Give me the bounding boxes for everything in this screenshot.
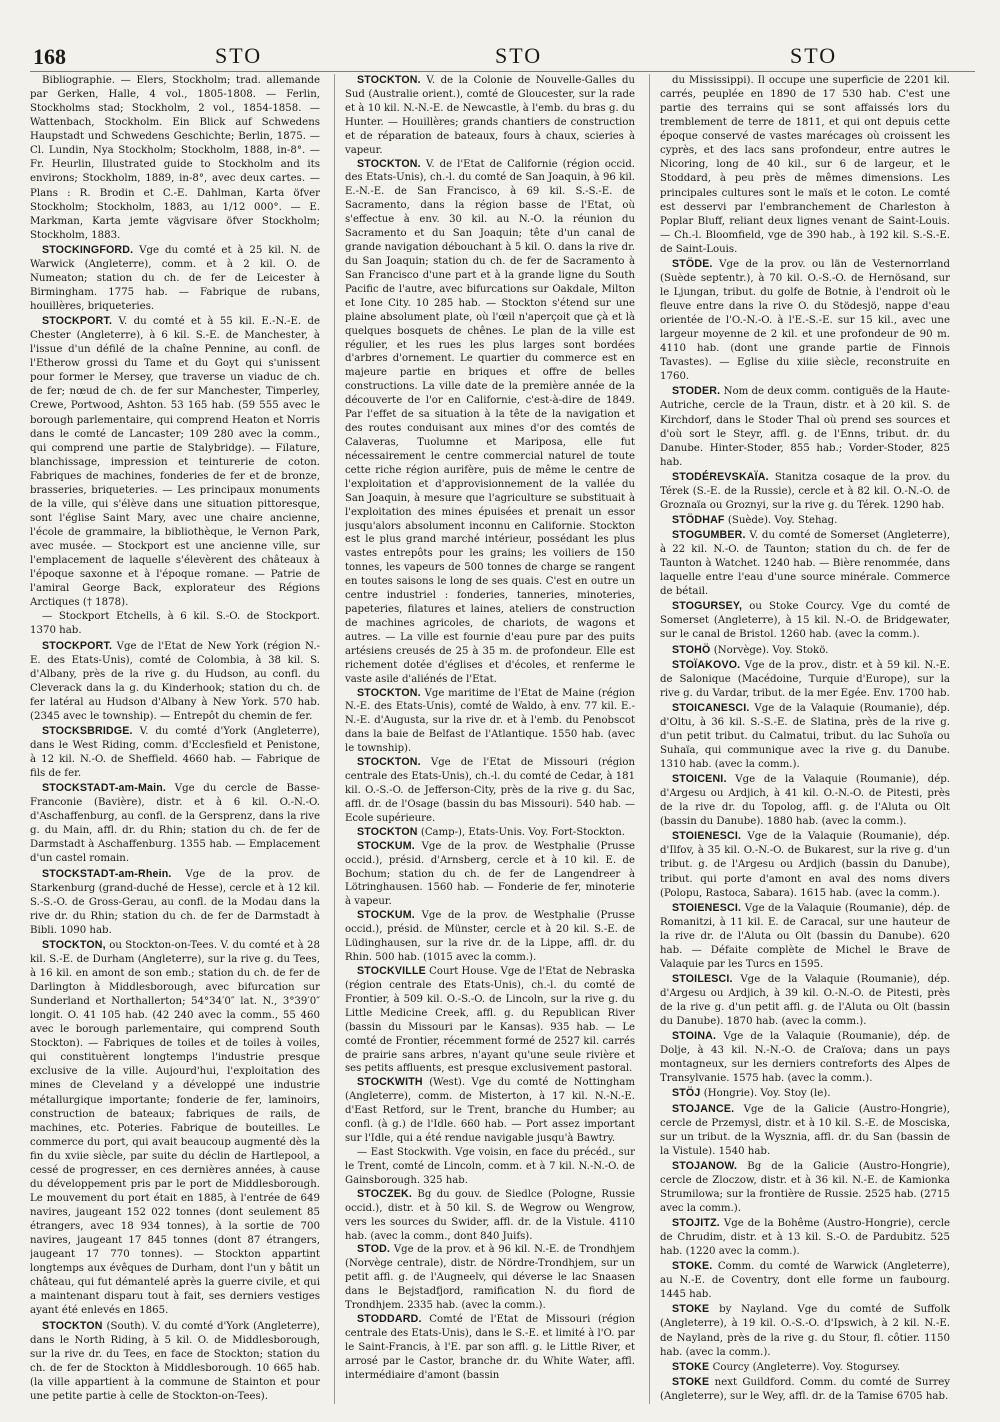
dictionary-entry [30, 74, 320, 243]
entry-headword: STOCKWITH [357, 1076, 423, 1089]
entry-headword: STOJANOW. [672, 1159, 738, 1172]
dictionary-entry [660, 384, 950, 469]
entry-text: Comté de l'Etat de Missouri (région centrale des Etats-Unis), dans le S.-E. et limité à l'O. par le Saint-Francis, à l'E. par son affl. g. le Little River, et arrosé par le Castor, branche dr. du White Water, affl. intermédiaire d'amont (bassin [345, 1314, 635, 1381]
dictionary-entry [345, 1243, 635, 1313]
entry-text: — Stockport Etchells, à 6 kil. S.-O. de Stockport. 1370 hab. [30, 611, 320, 637]
dictionary-entry [345, 158, 635, 687]
entry-headword: STOKE [672, 1375, 710, 1388]
running-head-center: STO [495, 43, 543, 68]
entry-text: Vge de la prov., distr. et à 59 kil. N.-E. de Salonique (Macédoine, Turquie d'Europe), sur la rive g. du Vardar, tribut. de la mer Egée. Env. 1700 hab. [660, 659, 950, 699]
dictionary-entry [660, 701, 950, 772]
entry-text: Vge de la Valaquie (Roumanie), dép. de Dolje, à 43 kil. N.-N.-O. de Craïova; dans un pays montagneux, sur les derniers contreforts des Alpes de Transylvanie. 1575 hab. (avec la comm.). [660, 1031, 950, 1085]
running-head-left: STO [215, 43, 263, 68]
entry-headword: STOCKTON. [357, 756, 421, 769]
entry-headword: STOCKTON [42, 1319, 103, 1332]
entry-text: Nom de deux comm. contiguës de la Haute-Autriche, cercle de la Traun, distr. et à 20 kil. S. de Kirchdorf, dans le Stoder Thal où prend ses sources et d'où sort le Steyr, affl. g. de l'Enns, tribut. dr. du Danube. Hinter-Stoder, 855 hab.; Vorder-Stoder, 825 hab. [660, 386, 950, 468]
entry-text: (Suède). Voy. Stehag. [727, 514, 838, 526]
entry-headword: STÖDHAF [672, 513, 725, 526]
entry-text: Vge de l'Etat de New York (région N.-E. des Etats-Unis), comté de Colombia, à 38 kil. S. d'Albany, près de la rive g. du Hudson, au confl. du Cleverack dans la g. du Kinderhook; station du ch. de fer latéral au Hudson d'Albany à New York. 570 hab. (2345 avec le township). — Entrepôt du chemin de fer. [30, 640, 320, 722]
dictionary-entry [660, 74, 950, 257]
entry-headword: STOCKTON, [42, 938, 106, 951]
entry-text: Comm. du comté de Warwick (Angleterre), au N.-E. de Coventry, dont elle forme un faubourg. 1445 hab. [660, 1261, 950, 1301]
entry-headword: STOCKPORT. [42, 315, 113, 328]
dictionary-entry [345, 909, 635, 965]
entry-text: Stanitza cosaque de la prov. du Térek (S.-E. de la Russie), cercle et à 82 kil. O.-N.-O. de Groznaïa ou Groznyi, sur la rive g. du Térek. 1290 hab. [660, 471, 950, 511]
dictionary-entry [660, 1102, 950, 1159]
dictionary-entry [660, 513, 950, 528]
column-right [660, 74, 950, 1404]
dictionary-entry [660, 1259, 950, 1302]
page-number: 168 [33, 44, 66, 69]
entry-headword: STOCKPORT. [42, 639, 113, 652]
dictionary-entry [660, 643, 950, 658]
entry-headword: STÖJ [672, 1087, 701, 1100]
entry-headword: STOCKSBRIDGE. [42, 724, 133, 737]
dictionary-entry [30, 314, 320, 610]
dictionary-entry [660, 528, 950, 599]
dictionary-entry [345, 687, 635, 757]
entry-text: (Camp-), Etats-Unis. Voy. Fort-Stockton. [420, 826, 625, 838]
entry-text: Vge de la Bohême (Austro-Hongrie), cercle de Chrudim, distr. et à 13 kil. S.-O. de Pardubitz. 525 hab. (1220 avec la comm.). [660, 1218, 950, 1258]
entry-headword: STOCKSTADT-am-Rhein. [42, 867, 172, 880]
entry-headword: STOCKUM. [357, 909, 415, 922]
entry-headword: STOCKTON. [357, 157, 421, 170]
entry-headword: STOCKSTADT-am-Main. [42, 782, 167, 795]
entry-headword: STOHÖ [672, 643, 711, 656]
dictionary-entry [660, 1029, 950, 1086]
entry-text: next Guildford. Comm. du comté de Surrey (Angleterre), sur le Wey, affl. dr. de la Tamise 6705 hab. [660, 1376, 950, 1402]
entry-text: V. du comté d'York (Angleterre), dans le West Riding, comm. d'Ecclesfield et Penistone, à 12 kil. N.-O. de Sheffield. 4660 hab. — Fabrique de fils de fer. [30, 725, 320, 780]
entry-headword: STOCKTON. [357, 74, 421, 86]
entry-text: Vge de la Valaquie (Roumanie), dép. d'Ilfov, à 35 kil. O.-N.-O. de Bukarest, sur la rive g. d'un tribut. g. de l'Argesu ou Ardjich (bassin du Danube), tribut. qui porte d'amont en aval des noms divers (Polopu, Rastoca, Sabara). 1615 hab. (avec la comm.). [660, 831, 950, 899]
dictionary-entry [30, 639, 320, 724]
entry-text: Courcy (Angleterre). Voy. Stogursey. [712, 1361, 901, 1373]
entry-headword: STODÉREVSKAÏA. [672, 470, 769, 483]
dictionary-entry [660, 658, 950, 701]
entry-headword: STODER. [672, 385, 721, 398]
entry-text: Vge de la prov. et à 96 kil. N.-E. de Trondhjem (Norvège centrale), distr. de Nördre-Trondhjem, sur un petit affl. g. de l'Augneelv, qui déverse le lac Snaasen dans le Bejstadfjord, ramification N. du fiord de Trondhjem. 2335 hab. (avec la comm.). [345, 1244, 635, 1312]
entry-text: (Hongrie). Voy. Stoy (le). [703, 1088, 831, 1100]
header-rule [30, 71, 975, 72]
entry-headword: STOICENI. [672, 773, 727, 786]
entry-headword: STOILESCI. [672, 972, 733, 985]
entry-text: V. du comté de Somerset (Angleterre), à 22 kil. N.-O. de Taunton; station du ch. de fer de Taunton à Watchet. 1240 hab. — Bière renommée, dans laquelle entre l'eau d'une source minérale. Commerce de bétail. [660, 530, 950, 598]
entry-text: (Norvège). Voy. Stokö. [713, 644, 829, 656]
entry-text: ou Stoke Courcy. Vge du comté de Somerset (Angleterre), à 15 kil. N.-O. de Bridgewater, sur le canal de Bristol. 1260 hab. (avec la comm.). [660, 601, 950, 641]
entry-text: Bibliographie. — Elers, Stockholm; trad. allemande par Gerken, Halle, 4 vol., 1805-1808. — Ferlin, Stockholms stad; Stockholm, 2 vol., 1854-1858. — Wattenbach, Stockholm. Ein Blick auf Schwedens Haupstadt und Schwedens Geschichte; Berlin, 1875. — Cl. Lundin, Nya Stockholm; Stockholm, 1888, in-8°. — Fr. Heurlin, Illustrated guide to Stockholm and its environs; Stockholm, 1889, in-8°, avec deux cartes. — Plans : R. Brodin et C.-E. Dahlman, Karta öfver Stockholm; Stockholm, 1883, au 1/12 000°. — E. Markman, Karta jemte vägvisare öfver Stockholm; Stockholm, 1883. [30, 75, 320, 241]
dictionary-entry [345, 1313, 635, 1383]
entry-text: Vge maritime de l'Etat de Maine (région N.-E. des Etats-Unis), comté de Waldo, à env. 77 kil. E.-N.-E. d'Augusta, sur la rive dr. et à l'emb. du Penobscot dans la baie de Belfast de l'Atlantique. 1550 hab. (avec le township). [345, 687, 635, 755]
dictionary-entry [345, 1076, 635, 1146]
entry-headword: STOCKTON [357, 825, 418, 838]
entry-headword: STOCKVILLE [357, 965, 426, 977]
entry-headword: STOICANESCI. [672, 701, 750, 714]
entry-headword: STOJANCE. [672, 1102, 735, 1115]
entry-headword: STOD. [357, 1243, 391, 1256]
page-header [30, 38, 975, 74]
entry-headword: STOJITZ. [672, 1217, 720, 1229]
entry-headword: STOCKTON. [357, 686, 421, 699]
entry-text: Vge de la Galicie (Austro-Hongrie), cercle de Przemysl, distr. et à 10 kil. S.-E. de Mosciska, sur un tribut. de la Wysznia, affl. dr. du San (bassin de la Vistule). 1540 hab. [660, 1103, 950, 1157]
running-head-right: STO [790, 43, 838, 68]
dictionary-entry [30, 724, 320, 781]
entry-headword: STOIENESCI. [672, 830, 742, 843]
entry-text: (West). Vge du comté de Nottingham (Angleterre), comm. de Misterton, à 17 kil. N.-N.-E. d'East Retford, sur le Trent, branche du Humber; au confl. (à g.) de l'Idle. 660 hab. — Port assez important sur l'Idle, qui a été rendue navigable jusqu'à Bawtry. [345, 1077, 635, 1145]
dictionary-entry [30, 243, 320, 314]
dictionary-entry [30, 867, 320, 938]
dictionary-entry [660, 470, 950, 513]
entry-text: Vge de la Valaquie (Roumanie), dép. d'Oltu, à 36 kil. S.-S.-E. de Slatina, près de la rive g. d'un petit tribut. du Calmatui, tribut. du lac Suhoïa ou Suhaïa, qui communique avec la rive g. du Danube. 1310 hab. (avec la comm.). [660, 702, 950, 770]
entry-text: V. du comté et à 55 kil. E.-N.-E. de Chester (Angleterre), à 6 kil. S.-E. de Manchester, à l'issue d'un défilé de la chaîne Pennine, au confl. de l'Etherow grossi du Tame et du Goyt qui s'unissent pour former le Mersey, que traverse un viaduc de ch. de fer; nœud de ch. de fer sur Manchester, Timperley, Crewe, Portwood, Ashton. 53 165 hab. (59 555 avec le borough parlementaire, qui comprend Heaton et Norris dans le comté de Lancaster; 109 280 avec la comm., qui comprend une partie de Stalybridge). — Filature, blanchissage, impression et teinturerie de coton. Fabriques de machines, fonderies de fer et de bronze, brasseries, briqueteries. — Les principaux monuments de la ville, qui s'élève dans une situation pittoresque, sont l'église Saint Mary, avec une chaire ancienne, l'école de grammaire, la bibliothèque, le Vernon Park, avec musée. — Stockport est une ancienne ville, sur l'emplacement de laquelle s'élevèrent des châteaux à l'époque saxonne et à l'époque romane. — Patrie de l'amiral George Back, explorateur des Régions Arctiques († 1878). [30, 316, 320, 609]
entry-headword: STOCKINGFORD. [42, 243, 134, 256]
dictionary-entry [660, 1216, 950, 1259]
dictionary-entry [345, 74, 635, 158]
entry-headword: STOÏAKOVO. [672, 658, 741, 671]
entry-text: Vge de l'Etat de Missouri (région centrale des Etats-Unis), ch.-l. du comté de Cedar, à 181 kil. O.-S.-O. de Jefferson-City, près de la rive g. du Sac, affl. dr. de l'Osage (bassin du bas Missouri). 540 hab. — Ecole supérieure. [345, 757, 635, 824]
entry-text: — East Stockwith. Vge voisin, en face du précéd., sur le Trent, comté de Lincoln, comm. et à 7 kil. N.-N.-O. de Gainsborough. 325 hab. [345, 1146, 635, 1186]
dictionary-entry [660, 257, 950, 385]
dictionary-entry [660, 901, 950, 972]
dictionary-entry [660, 1302, 950, 1359]
dictionary-entry [660, 1360, 950, 1375]
entry-text: ou Stockton-on-Tees. V. du comté et à 28 kil. S.-E. de Durham (Angleterre), sur la rive g. du Tees, à 16 kil. en amont de son emb.; station du ch. de fer de Darlington à Middlesborough, avec bifurcation sur Sunderland et Northallerton; 54°34′0″ lat. N., 3°39′0″ longit. O. 41 105 hab. (42 240 avec la comm., 55 460 avec le borough parlementaire, qui comprend South Stockton). — Fabriques de toiles et de toiles à voiles, qui constituèrent longtemps l'industrie presque exclusive de la ville. Aujourd'hui, l'exploitation des mines de Cleveland y a développé une industrie métallurgique importante; fonderie de fer, laminoirs, construction de bateaux; fabriques de rails, de machines, etc. Poteries. Fabrique de bouteilles. Le commerce du port, qui avait beaucoup augmenté dès la fin du xviie siècle, par suite du déclin de Hartlepool, a cessé de progresser, en ces dernières années, à cause du développement pris par le port de Middlesborough. Le mouvement du port était en 1885, à l'entrée de 649 navires, jaugeant 152 022 tonnes (dont seulement 85 étrangers, avec 18 934 tonnes), à la sortie de 700 navires, jaugeant 17 845 tonnes (dont 87 étrangers, jaugeant 17 770 tonnes). — Stockton appartint longtemps aux évêques de Durham, dont l'un y bâtit un château, qui fut démantelé après la guerre civile, et qui a maintenant disparu tout à fait, ses derniers vestiges ayant été enlevés en 1865. [30, 939, 320, 1317]
entry-text: Vge de la Valaquie (Roumanie), dép. d'Argesu ou Ardjich, à 41 kil. O.-N.-O. de Pitesti, près de la rive dr. du Topolog, affl. g. de l'Aluta ou Olt (bassin du Danube). 1880 hab. (avec la comm.). [660, 774, 950, 828]
column-middle [345, 74, 635, 1404]
dictionary-entry [345, 1146, 635, 1188]
entry-headword: STODDARD. [357, 1313, 422, 1326]
dictionary-entry [660, 1086, 950, 1101]
dictionary-entry [660, 599, 950, 642]
entry-text: Vge de la prov. ou län de Vesternorrland (Suède septentr.), à 70 kil. O.-S.-O. de Hernösand, sur le Ljungan, tribut. du golfe de Botnie, à l'endroit où le fleuve entre dans la rive O. du Stödesjö, nappe d'eau orientée de l'O.-N.-O. à l'E.-S.-E. sur 15 kil., avec une largeur moyenne de 2 kil. et une profondeur de 90 m. 4110 hab. (dont une grande partie de Finnois Tavastes). — Eglise du xiiie siècle, reconstruite en 1760. [660, 258, 950, 383]
dictionary-entry [345, 756, 635, 826]
entry-text: by Nayland. Vge du comté de Suffolk (Angleterre), à 19 kil. O.-S.-O. d'Ipswich, à 2 kil. N.-E. de Nayland, près de la rive g. du Stour, fl. côtier. 1150 hab. (avec la comm.). [660, 1304, 950, 1358]
dictionary-entry [660, 1159, 950, 1216]
entry-headword: STOKE [672, 1303, 710, 1316]
entry-headword: STOCZEK. [357, 1187, 412, 1200]
entry-text: Vge du comté et à 25 kil. N. de Warwick (Angleterre), comm. et à 2 kil. O. de Numeaton; station du ch. de fer de Leicester à Birmingham. 1775 hab. — Fabrique de rubans, houillères, briqueteries. [30, 244, 320, 312]
entry-headword: STOGUMBER. [672, 529, 746, 541]
entry-text: Vge de la prov. de Westphalie (Prusse occid.), présid. de Münster, cercle et à 20 kil. S.-E. de Lüdinghausen, sur la rive dr. de la Lippe, affl. dr. du Rhin. 500 hab. (1015 avec la comm.). [345, 910, 635, 964]
entry-headword: STOKE. [672, 1260, 713, 1273]
entry-text: Bg de la Galicie (Austro-Hongrie), cercle de Zloczow, distr. et à 36 kil. N.-E. de Kamionka Strumilowa; sur la frontière de Russie. 2525 hab. (2715 avec la comm.). [660, 1160, 950, 1214]
entry-text: V. de la Colonie de Nouvelle-Galles du Sud (Australie orient.), comté de Gloucester, sur la rade et à 10 kil. N.-N.-E. de Newcastle, à l'emb. du bras g. du Hunter. — Houillères; grands chantiers de construction et de réparation de bateaux, fours à chaux, scieries à vapeur. [345, 75, 635, 156]
entry-text: Vge de la Valaquie (Roumanie), dép. de Romanitzi, à 11 kil. E. de Caracal, sur une hauteur de la rive dr. de l'Aluta ou Olt (bassin du Danube). 620 hab. — Défaite complète de Michel le Brave de Valaquie par les Turcs en 1595. [660, 902, 950, 970]
entry-text: Vge de la prov. de Westphalie (Prusse occid.), présid. d'Arnsberg, cercle et à 10 kil. E. de Bochum; station du ch. de fer de Langendreer à Lötringhausen. 1560 hab. — Fonderie de fer, minoterie à vapeur. [345, 840, 635, 908]
entry-text: Vge de la prov. de Starkenburg (grand-duché de Hesse), cercle et à 12 kil. S.-S.-O. de Gross-Gerau, au confl. de la Modau dans la rive dr. du Rhin; station du ch. de fer de Darmstadt à Bibli. 1090 hab. [30, 868, 320, 936]
entry-text: Court House. Vge de l'Etat de Nebraska (région centrale des Etats-Unis), ch.-l. du comté de Frontier, à 509 kil. O.-S.-O. de Lincoln, sur la rive g. du Little Medicine Creek, affl. g. du Republican River (bassin du Missouri par le Kansas). 935 hab. — Le comté de Frontier, récemment formé de 2527 kil. carrés de prairie sans arbres, n'ayant qu'une seule rivière et ses petits affluents, est presque exclusivement pastoral. [345, 966, 635, 1075]
dictionary-entry [30, 1319, 320, 1404]
dictionary-entry [345, 840, 635, 910]
column-left [30, 74, 320, 1404]
dictionary-entry [660, 829, 950, 900]
dictionary-entry [660, 772, 950, 829]
entry-headword: STOGURSEY, [672, 600, 743, 613]
entry-headword: STOCKUM. [357, 839, 415, 852]
entry-text: V. de l'Etat de Californie (région occid. des Etats-Unis), ch.-l. du comté de San Joaquin, à 96 kil. E.-N.-E. de San Francisco, à 69 kil. S.-S.-E. de Sacramento, dans la région basse de l'Etat, où s'effectue à env. 30 kil. au N.-O. la réunion du Sacramento et du San Joaquin; tête d'un canal de grande navigation débouchant à 5 kil. O. dans la rive dr. du San Joaquin; station du ch. de fer de Sacramento à San Francisco d'une part et à la grande ligne du South Pacific de l'autre, avec bifurcations sur Oakdale, Milton et Ione City. 10 285 hab. — Stockton s'étend sur une plaine absolument plate, où l'œil n'aperçoit que çà et là quelques bosquets de chênes. Le plan de la ville est régulier, et les rues les plus larges sont bordées d'arbres d'ornement. Le quartier du commerce est en majeure partie en briques et offre de belles constructions. La ville date de la première année de la découverte de l'or en Californie, c'est-à-dire de 1849. Par l'effet de sa situation à la tête de la navigation et des routes conduisant aux mines d'or des comtés de Calaveras, Tuolumne et Mariposa, elle fut nécessairement le centre commercial naturel de toute cette riche région aurifère, puis de même le centre de l'exploitation et d'approvisionnement de la vallée du San Joaquin, à mesure que l'agriculture se substituait à l'exploitation des mines épuisées et prenait un essor jusqu'alors absolument inconnu en Californie. Stockton est le plus grand marché intérieur, possédant les plus vastes entrepôts pour les grains; les voiliers de 150 tonnes, les vapeurs de 500 tonnes de charge se rangent en toutes saisons le long de ses quais. C'est en outre un centre industriel : fonderies, tanneries, minoteries, papeteries, filatures et laines, ateliers de construction de machines agricoles, de chariots, de wagons et autres. — La ville est fournie d'eau pure par des puits artésiens creusés de 25 à 35 m. de profondeur. Elle est richement dotée d'églises et d'écoles, et renferme le vaste asile d'aliénés de l'Etat. [345, 158, 635, 685]
entry-headword: STOKE [672, 1360, 710, 1373]
entry-text: (South). V. du comté d'York (Angleterre), dans le North Riding, à 5 kil. O. de Middlesborough, sur la rive dr. du Tees, en face de Stockton; station du ch. de fer de Stockton à Middlesborough. 10 665 hab. (la ville appartient à la commune de Stainton et pour une petite partie à celle de Stockton-on-Tees). [30, 1320, 320, 1402]
dictionary-entry [345, 826, 635, 840]
entry-text: Vge du cercle de Basse-Franconie (Bavière), distr. et à 6 kil. O.-N.-O. d'Aschaffenburg, au confl. de la Gersprenz, dans la rive g. du Main, affl. dr. du Rhin; station du ch. de fer de Darmstadt à Aschaffenburg. 1355 hab. — Emplacement d'un castel romain. [30, 783, 320, 865]
entry-headword: STOINA. [672, 1030, 717, 1043]
text-columns [30, 74, 975, 1404]
dictionary-entry [345, 1188, 635, 1244]
entry-text: Bg du gouv. de Siedlce (Pologne, Russie occid.), distr. et à 50 kil. S. de Wegrow ou Wengrow, vers les sources du Swider, affl. dr. de la Vistule. 4110 hab. (avec la comm., dont 840 Juifs). [345, 1188, 635, 1242]
dictionary-entry [660, 1375, 950, 1404]
dictionary-entry [30, 938, 320, 1319]
entry-headword: STÖDE. [672, 257, 713, 270]
dictionary-page [30, 28, 975, 1408]
dictionary-entry [660, 972, 950, 1029]
dictionary-entry [345, 965, 635, 1076]
dictionary-entry [30, 610, 320, 638]
entry-text: Vge de la Valaquie (Roumanie), dép. d'Argesu ou Ardjich, à 39 kil. O.-N.-O. de Pitesti, près de la rive g. d'un petit affl. g. de l'Aluta ou Olt (bassin du Danube). 1870 hab. (avec la comm.). [660, 973, 950, 1028]
dictionary-entry [30, 781, 320, 866]
entry-headword: STOIENESCI. [672, 901, 742, 914]
entry-text: du Mississippi). Il occupe une superficie de 2201 kil. carrés, peuplée en 1890 de 17 530 hab. C'est une partie des terrains qui se sont affaissés lors du tremblement de terre de 1811, et qui ont depuis cette époque conservé de vastes marécages où croissent les cyprès, et des lacs sans profondeur, entre autres le Nicoring, long de 40 kil., sur 6 de largeur, et le Stoddard, à peu près de mêmes dimensions. Les principales cultures sont le maïs et le coton. Le comté est desservi par l'embranchement de Charleston à Poplar Bluff, reliant deux lignes venant de Saint-Louis. — Ch.-l. Bloomfield, vge de 390 hab., à 192 kil. S.-S.-E. de Saint-Louis. [660, 75, 950, 255]
